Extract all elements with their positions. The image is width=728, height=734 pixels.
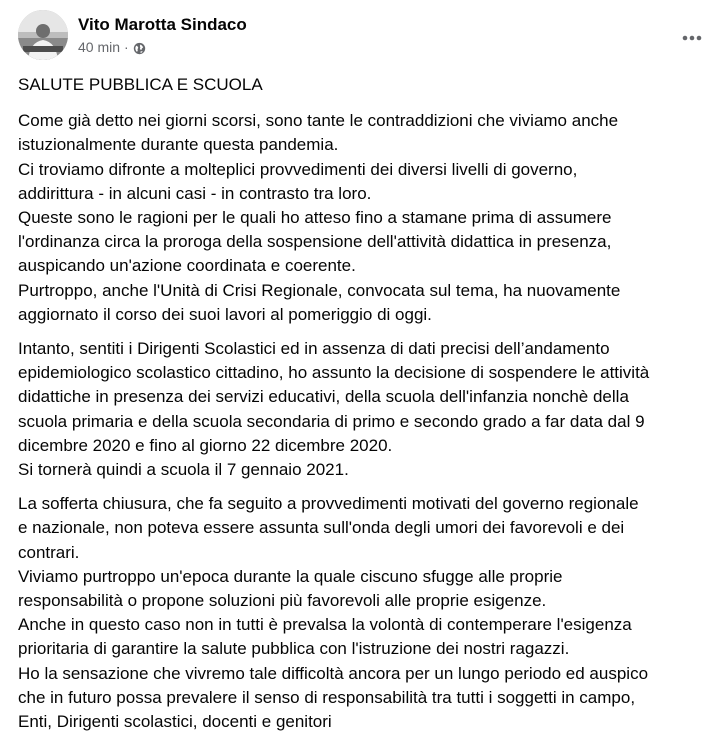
post-content: [18, 73, 718, 734]
text-line: istuzionalmente durante questa pandemia.: [18, 135, 339, 155]
text-line: Come già detto nei giorni scorsi, sono tante le contraddizioni che viviamo anche: [18, 111, 619, 131]
author-name[interactable]: Vito Marotta Sindaco: [78, 15, 247, 34]
text-line: Purtroppo, anche l'Unità di Crisi Regionale, convocata sul tema, ha nuovamente: [18, 280, 621, 300]
meta-separator: ·: [124, 39, 129, 55]
text-line: Intanto, sentiti i Dirigenti Scolastici ed in assenza di dati precisi dell’andamento: [18, 339, 610, 359]
text-line: scuola primaria e della scuola secondaria di primo e secondo grado a far data dal 9: [18, 411, 645, 431]
text-line: epidemiologico scolastico cittadino, ho assunto la decisione di sospendere le attività: [18, 363, 650, 383]
text-line: La sofferta chiusura, che fa seguito a provvedimenti motivati del governo regionale: [18, 494, 639, 514]
text-line: e nazionale, non poteva essere assunta sull'onda degli umori dei favorevoli e dei: [18, 518, 625, 538]
text-line: l'ordinanza circa la proroga della sospensione dell'attività didattica in presenza,: [18, 232, 612, 252]
text-line: Ho la sensazione che vivremo tale difficoltà ancora per un lungo periodo ed auspico: [18, 663, 649, 683]
post-time[interactable]: 40 min: [78, 39, 121, 55]
text-line: Viviamo purtroppo un'epoca durante la quale ciscuno sfugge alle proprie: [18, 566, 563, 586]
post-title: SALUTE PUBBLICA E SCUOLA: [18, 75, 263, 94]
more-options-button[interactable]: [674, 20, 710, 56]
text-line: che in futuro possa prevalere il senso di responsabilità tra tutti i soggetti in campo,: [18, 687, 636, 707]
text-line: contrari.: [18, 542, 80, 562]
more-dots-icon: [682, 35, 702, 41]
paragraph-3: [18, 492, 718, 734]
text-line: prioritaria di garantire la salute pubblica con l'istruzione dei nostri ragazzi.: [18, 639, 570, 659]
text-line: Ci troviamo difronte a molteplici provvedimenti dei diversi livelli di governo,: [18, 159, 578, 179]
avatar[interactable]: [18, 10, 68, 60]
text-line: dicembre 2020 e fino al giorno 22 dicembre 2020.: [18, 435, 393, 455]
text-line: responsabilità o propone soluzioni più favorevoli alle proprie esigenze.: [18, 591, 547, 611]
paragraph-1: [18, 109, 718, 327]
text-line: Enti, Dirigenti scolastici, docenti e genitori: [18, 712, 332, 732]
avatar-photo: [18, 10, 68, 60]
author-block: [78, 14, 247, 56]
text-line: auspicando un'azione coordinata e coerente.: [18, 256, 356, 276]
globe-icon[interactable]: [133, 41, 146, 54]
text-line: didattiche in presenza dei servizi educativi, della scuola dell'infanzia nonchè della: [18, 387, 629, 407]
post-header: [18, 10, 710, 66]
paragraph-2: [18, 337, 718, 482]
text-line: addirittura - in alcuni casi - in contrasto tra loro.: [18, 183, 372, 203]
text-line: Queste sono le ragioni per le quali ho atteso fino a stamane prima di assumere: [18, 208, 612, 228]
post-meta: [78, 38, 247, 56]
text-line: Anche in questo caso non in tutti è prevalsa la volontà di contemperare l'esigenza: [18, 615, 632, 635]
text-line: Si tornerà quindi a scuola il 7 gennaio 2021.: [18, 460, 349, 480]
text-line: aggiornato il corso dei suoi lavori al pomeriggio di oggi.: [18, 304, 432, 324]
